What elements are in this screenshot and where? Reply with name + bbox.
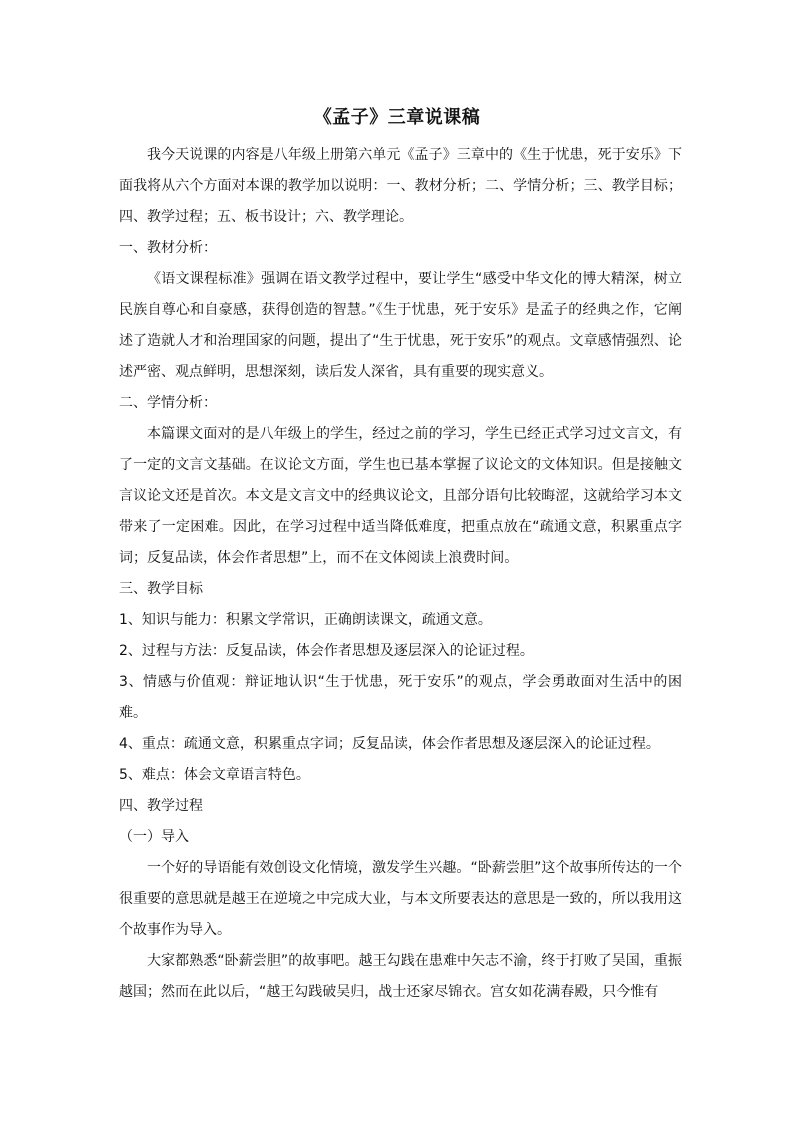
document-title: 《孟子》三章说课稿 [313, 107, 481, 128]
introduction-paragraph: 一个好的导语能有效创设文化情境，激发学生兴趣。“卧薪尝胆”这个故事所传达的一个很重要的意思就是越王在逆境之中完成大业，与本文所要表达的意思是一致的，所以我用这个故事作为导入。 [119, 860, 682, 938]
goal-item-difficulties: 5、难点：体会文章语言特色。 [119, 767, 310, 783]
section-heading-teaching-goals: 三、教学目标 [119, 581, 203, 597]
subsection-heading-introduction: （一）导入 [119, 829, 189, 845]
student-analysis-paragraph: 本篇课文面对的是八年级上的学生，经过之前的学习，学生已经正式学习过文言文，有了一定的文言文基础。在议论文方面，学生也已基本掌握了议论文的文体知识。但是接触文言议论文还是首次。本文是文言文中的经典议论文，且部分语句比较晦涩，这就给学习本文带来了一定困难。因此，在学习过程中适当降低难度，把重点放在“疏通文意，积累重点字词；反复品读，体会作者思想”上，而不在文体阅读上浪费时间。 [119, 426, 682, 566]
section-heading-teaching-process: 四、教学过程 [119, 798, 203, 814]
goal-item-process: 2、过程与方法：反复品读，体会作者思想及逐层深入的论证过程。 [119, 643, 534, 659]
textbook-analysis-paragraph: 《语文课程标准》强调在语文教学过程中，要让学生“感受中华文化的博大精深，树立民族自尊心和自豪感，获得创造的智慧。”《生于忧患，死于安乐》是孟子的经典之作，它阐述了造就人才和治理国家的问题，提出了“生于忧患，死于安乐”的观点。文章感情强烈、论述严密、观点鲜明，思想深刻，读后发人深省，具有重要的现实意义。 [119, 271, 682, 380]
goal-item-emotion: 3、情感与价值观：辩证地认识“生于忧患，死于安乐”的观点，学会勇敢面对生活中的困难。 [119, 674, 682, 721]
goal-item-knowledge: 1、知识与能力：积累文学常识，正确朗读课文，疏通文意。 [119, 612, 492, 628]
story-paragraph: 大家都熟悉“卧薪尝胆”的故事吧。越王勾践在患难中矢志不渝，终于打败了吴国，重振越国；然而在此以后，“越王勾践破吴归，战士还家尽锦衣。宫女如花满春殿，只今惟有 [119, 953, 682, 1000]
intro-paragraph: 我今天说课的内容是八年级上册第六单元《孟子》三章中的《生于忧患，死于安乐》下面我将从六个方面对本课的教学加以说明：一、教材分析；二、学情分析；三、教学目标；四、教学过程；五、板书设计；六、教学理论。 [119, 147, 682, 225]
section-heading-textbook-analysis: 一、教材分析： [119, 240, 217, 256]
goal-item-key-points: 4、重点：疏通文意，积累重点字词；反复品读，体会作者思想及逐层深入的论证过程。 [119, 736, 660, 752]
document-body [119, 140, 682, 1008]
section-heading-student-analysis: 二、学情分析： [119, 395, 217, 411]
